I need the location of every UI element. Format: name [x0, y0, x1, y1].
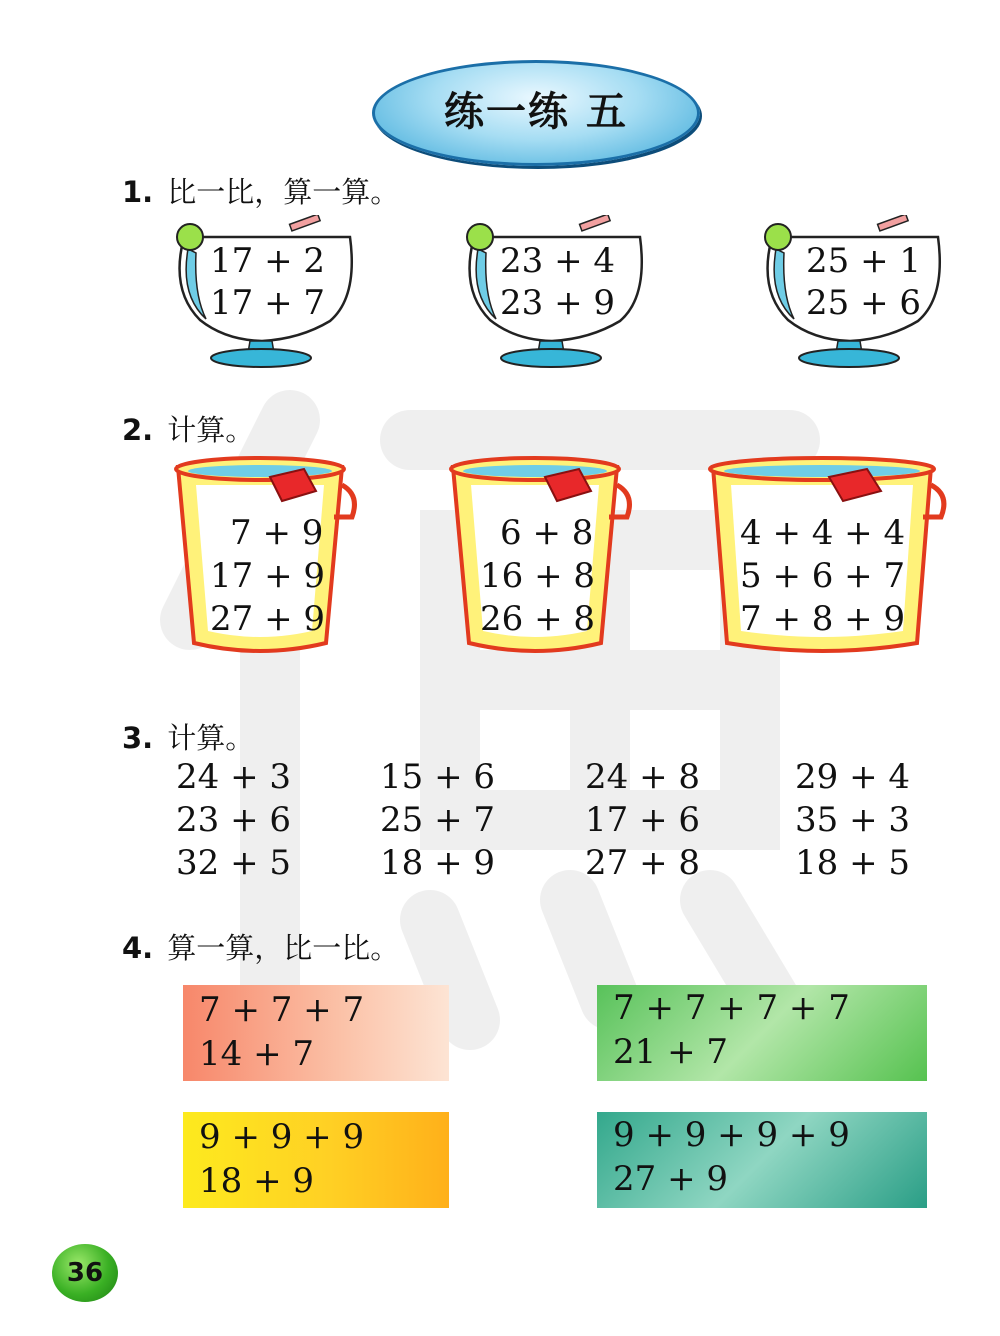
- compare-box-orange: [183, 985, 449, 1081]
- grid-expression: 24 + 3: [176, 757, 291, 797]
- section-label: 算一算，比一比。: [167, 931, 400, 965]
- box-expression: 21 + 7: [613, 1032, 728, 1072]
- glass-expression: 17 + 2: [210, 241, 325, 281]
- glass-expression: 25 + 1: [806, 241, 921, 281]
- bucket-expression: 5 + 6 + 7: [740, 556, 906, 596]
- section-label: 计算。: [167, 413, 255, 447]
- compare-box-yellow: [183, 1112, 449, 1208]
- bucket-expression: 7 + 9: [230, 513, 324, 553]
- section-1-heading: [122, 170, 399, 211]
- grid-expression: 23 + 6: [176, 800, 291, 840]
- grid-expression: 15 + 6: [380, 757, 495, 797]
- glass-expression: 25 + 6: [806, 283, 921, 323]
- grid-expression: 27 + 8: [585, 843, 700, 883]
- section-4-heading: [122, 926, 399, 967]
- bucket-expression: 17 + 9: [210, 556, 325, 596]
- grid-expression: 17 + 6: [585, 800, 700, 840]
- section-number: 3.: [122, 721, 154, 755]
- grid-expression: 18 + 5: [795, 843, 910, 883]
- bucket-expression: 7 + 8 + 9: [740, 599, 906, 639]
- compare-box-green: [597, 985, 927, 1081]
- box-expression: 18 + 9: [199, 1161, 314, 1201]
- section-number: 1.: [122, 175, 154, 209]
- box-expression: 7 + 7 + 7 + 7: [613, 988, 850, 1028]
- grid-expression: 18 + 9: [380, 843, 495, 883]
- page-number: 36: [66, 1258, 104, 1288]
- section-3-heading: [122, 716, 254, 757]
- bucket-expression: 27 + 9: [210, 599, 325, 639]
- box-expression: 27 + 9: [613, 1159, 728, 1199]
- box-expression: 9 + 9 + 9: [199, 1117, 365, 1157]
- grid-expression: 24 + 8: [585, 757, 700, 797]
- section-label: 计算。: [167, 721, 255, 755]
- glass-expression: 23 + 9: [500, 283, 615, 323]
- bucket-expression: 16 + 8: [480, 556, 595, 596]
- glass-expression: 17 + 7: [210, 283, 325, 323]
- section-2-heading: [122, 408, 254, 449]
- box-expression: 7 + 7 + 7: [199, 990, 365, 1030]
- grid-expression: 25 + 7: [380, 800, 495, 840]
- bucket-expression: 6 + 8: [500, 513, 594, 553]
- compare-box-teal: [597, 1112, 927, 1208]
- section-number: 4.: [122, 931, 154, 965]
- glass-expression: 23 + 4: [500, 241, 615, 281]
- bucket-expression: 26 + 8: [480, 599, 595, 639]
- grid-expression: 35 + 3: [795, 800, 910, 840]
- section-label: 比一比，算一算。: [167, 175, 400, 209]
- section-number: 2.: [122, 413, 154, 447]
- page-title: 练一练 五: [444, 89, 628, 135]
- box-expression: 9 + 9 + 9 + 9: [613, 1115, 850, 1155]
- bucket-expression: 4 + 4 + 4: [740, 513, 906, 553]
- grid-expression: 32 + 5: [176, 843, 291, 883]
- grid-expression: 29 + 4: [795, 757, 910, 797]
- box-expression: 14 + 7: [199, 1034, 314, 1074]
